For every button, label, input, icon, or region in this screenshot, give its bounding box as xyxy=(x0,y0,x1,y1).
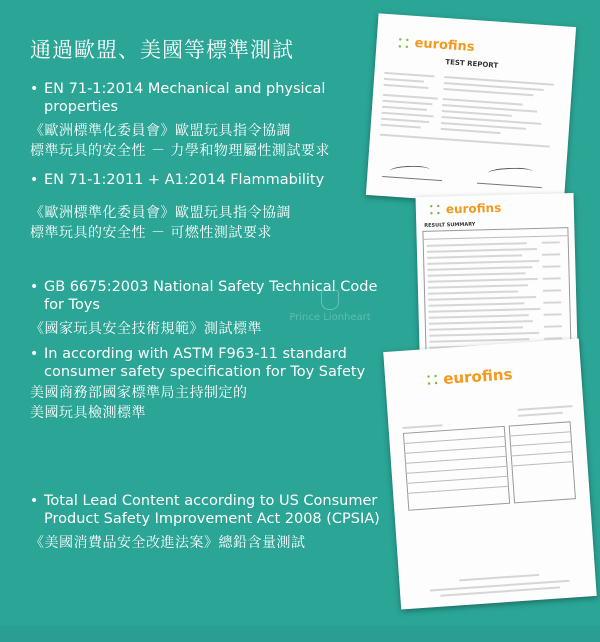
standard-item-en: • EN 71-1:2011 + A1:2014 Flammability xyxy=(30,171,390,189)
result-summary-heading: RESULT SUMMARY xyxy=(424,221,476,229)
eurofins-logo: eurofins xyxy=(425,365,513,389)
report-title: TEST REPORT xyxy=(445,58,499,70)
standard-item-cn xyxy=(30,383,390,423)
standard-item-cn xyxy=(30,121,390,161)
standard-item-cn-line1: 《國家玩具安全技術規範》測試標準 xyxy=(30,321,262,337)
eurofins-dots-icon xyxy=(396,35,411,50)
standard-item-cn xyxy=(30,203,390,243)
watermark-text: Prince Lionheart xyxy=(289,312,371,323)
test-report-document xyxy=(366,13,576,208)
lead-content-document xyxy=(383,338,597,609)
eurofins-dots-icon xyxy=(425,372,440,387)
standard-item-cn-line2: 標準玩具的安全性 － 可燃性測試要求 xyxy=(30,225,272,241)
standard-item-en: • GB 6675:2003 National Safety Technical Code for Toys xyxy=(30,278,390,314)
standard-item-en71-flammability xyxy=(30,171,390,243)
standard-item-astm xyxy=(30,345,390,423)
bottom-bar xyxy=(0,626,600,642)
standard-item-cpsia xyxy=(30,492,390,553)
standard-item-cn-line1: 《歐洲標準化委員會》歐盟玩具指令協調 xyxy=(30,205,291,221)
standard-item-en: • In according with ASTM F963-11 standard consumer safety specification for Toy Safety xyxy=(30,345,390,381)
page-title: 通過歐盟、美國等標準測試 xyxy=(30,38,294,62)
standard-item-cn-line1: 《歐洲標準化委員會》歐盟玩具指令協調 xyxy=(30,123,291,139)
standard-item-en: • Total Lead Content according to US Consumer Product Safety Improvement Act 2008 (CPSIA) xyxy=(30,492,390,528)
crest-icon xyxy=(321,290,339,310)
eurofins-logo: eurofins xyxy=(428,201,502,217)
standard-item-cn xyxy=(30,533,390,553)
eurofins-logo: eurofins xyxy=(396,35,475,55)
standard-item-cn-line1: 《美國消費品安全改進法案》總鉛含量測試 xyxy=(30,535,306,551)
eurofins-dots-icon xyxy=(428,202,442,216)
standard-item-cn-line2: 標準玩具的安全性 － 力學和物理屬性測試要求 xyxy=(30,143,330,159)
standard-item-cn-line2: 美國玩具檢測標準 xyxy=(30,405,146,421)
brand-watermark xyxy=(270,290,390,323)
standard-item-en71-1 xyxy=(30,80,390,161)
standard-item-cn-line1: 美國商務部國家標準局主持制定的 xyxy=(30,385,248,401)
standard-item-en: • EN 71-1:2014 Mechanical and physical properties xyxy=(30,80,390,116)
